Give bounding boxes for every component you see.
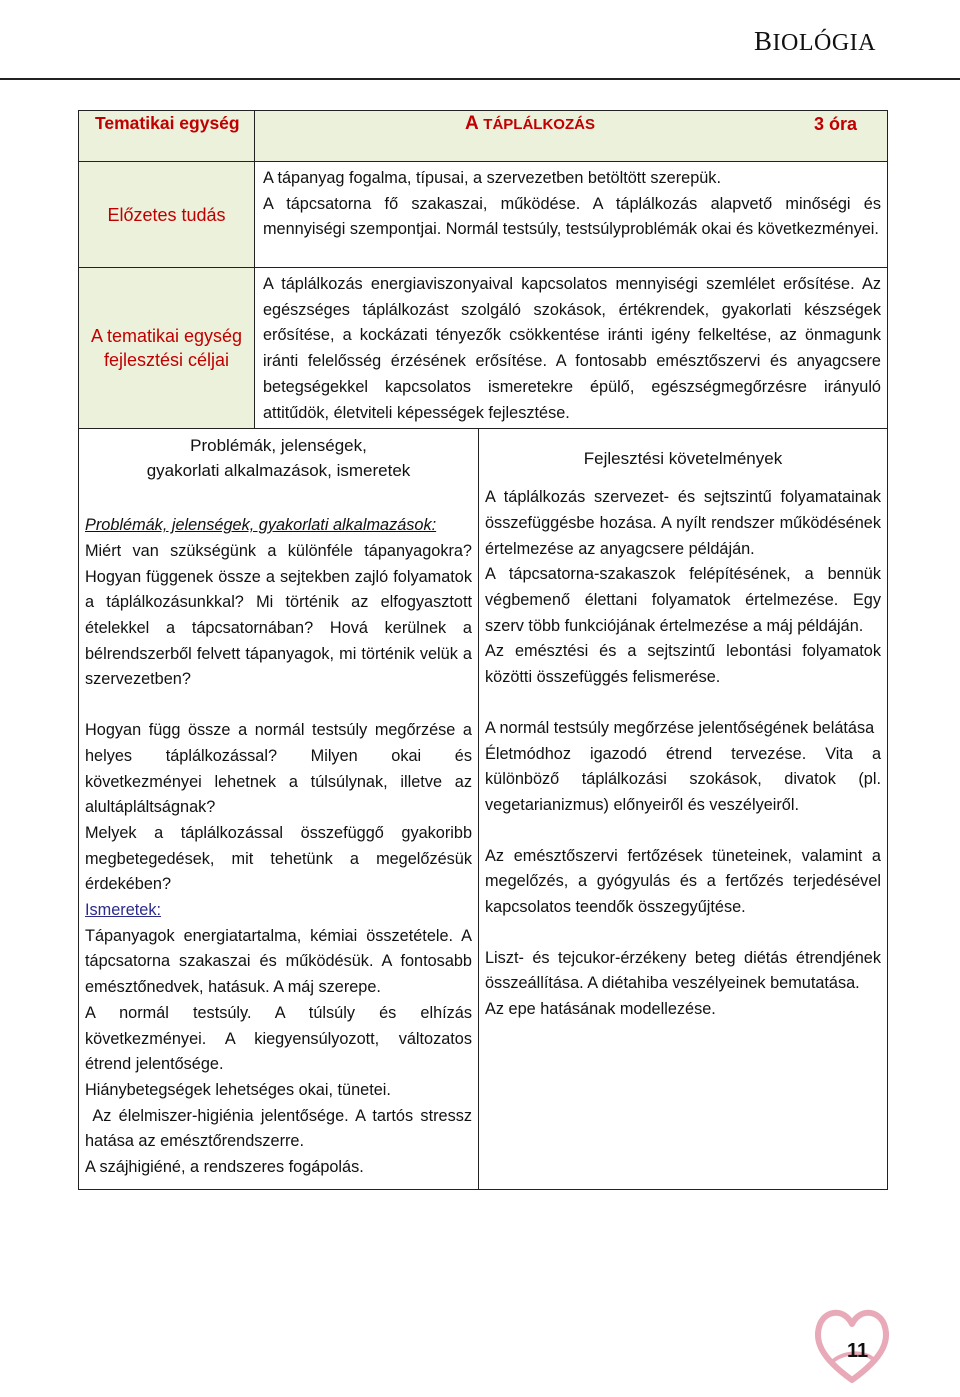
requirement-line: A tápcsatorna-szakaszok felépítésének, a bennük végbemenő élettani folyamatok értelmezése. Egy szerv több funkciójának értelmezése a máj példáján. [485,565,881,635]
right-column [479,489,888,1189]
requirement-line: Liszt- és tejcukor-érzékeny beteg diétás étrendjének összeállítása. A diétahiba veszélyeinek bemutatása. [485,948,881,993]
knowledge-line: Hiánybetegségek lehetséges okai, tünetei. [85,1080,391,1099]
problems-block: Miért van szükségünk a különféle tápanyagokra? Hogyan függenek össze a sejtekben zajló folyamatok a táplálkozásunkkal? Mi történik az elfogyasztott ételekkel a tápcsatornában? Hová kerülnek a bélrendszerből felvett tápanyagok, mi történik velük a szervezetben? [85,541,472,689]
requirement-line: Életmódhoz igazodó étrend tervezése. Vita a különböző táplálkozási szokások, divatok (pl. vegetarianizmus) előnyeiről és veszélyeiről. [485,744,881,814]
knowledge-line: Tápanyagok energiatartalma, kémiai összetétele. A tápcsatorna szakaszai és működésük. A fontosabb emésztőnedvek, hatásuk. A máj szerepe. [85,926,472,997]
column-header-row [79,429,888,490]
header-title-rest: IOLÓGIA [772,30,876,56]
left-column-header-line: Problémák, jelenségek, [190,436,367,456]
page-header-title [754,26,876,57]
topic-title [255,111,595,138]
problems-label [85,513,472,539]
requirement-line: Az epe hatásának modellezése. [485,1000,716,1019]
requirement-line: A táplálkozás szervezet- és sejtszintű folyamatainak összefüggésbe hozása. A nyílt rendszer működésének értelmezése az anyagcsere példáján. [485,488,881,558]
curriculum-table [78,110,888,1190]
prior-knowledge-label: Előzetes tudás [79,162,255,268]
goals-row [79,268,888,429]
knowledge-label-text: Ismeretek: [85,901,162,920]
requirement-line: Az emésztőszervi fertőzések tüneteinek, valamint a megelőzés, a gyógyulás és a fertőzés terjedésével kapcsolatos teendők összegyűjtése. [485,846,881,917]
left-column-header-line: gyakorlati alkalmazások, ismeretek [146,461,411,481]
goals-content [255,268,888,429]
prior-knowledge-row [79,162,888,268]
knowledge-line: A normál testsúly. A túlsúly és elhízás következményei. A kiegyensúlyozott, változatos étrend jelentősége. [85,1003,472,1074]
topic-title-first: A [465,113,484,134]
header-title-initial: B [754,26,773,56]
spacer [485,819,881,844]
knowledge-label [85,898,472,924]
problems-line: Melyek a táplálkozással összefüggő gyakoribb megbetegedések, mit tehetünk a megelőzésük érdekében? [85,823,472,894]
knowledge-line: A szájhigiéné, a rendszeres fogápolás. [85,1158,364,1177]
page-number: 11 [847,1340,869,1362]
spacer [485,691,881,716]
problems-label-text: Problémák, jelenségek, gyakorlati alkalmazások: [85,516,437,535]
spacer [485,921,881,946]
left-column [79,489,479,1189]
prior-knowledge-line: A tápcsatorna fő szakaszai, működése. A táplálkozás alapvető minőségi és mennyiségi szempontjai. Normál testsúly, testsúlyproblémák okai és következményei. [263,194,881,239]
hours-label: 3 óra [813,113,857,134]
content-row [79,489,888,1189]
prior-knowledge-content [255,162,888,268]
problems-line: Hogyan függ össze a normál testsúly megőrzése a helyes táplálkozással? Milyen okai és következményei lehetnek a túlsúlynak, illetve az alultápláltságnak? [85,721,472,817]
topic-cell [255,111,888,162]
knowledge-line: Az élelmiszer-higiénia jelentősége. A tartós stressz hatása az emésztőrendszerre. [85,1106,477,1151]
goals-text: A táplálkozás energiaviszonyaival kapcsolatos mennyiségi szemlélet erősítése. Az egészséges táplálkozást szolgáló szokások, értékrendek, gyakorlati készségek erősítése, a kockázati tényezők csökkentése iránti igény felkeltése, az önmagunk iránti felelősség érzésének erősítése. A fontosabb emésztőszervi és anyagcsere betegségekkel kapcsolatos ismeretekre épülő, egészségmegőrzésre irányuló attitűdök, életviteli képességek fejlesztése. [263,275,881,422]
thematic-unit-label: Tematikai egység [79,111,255,162]
spacer [85,693,472,718]
goals-label [79,268,255,429]
topic-title-rest: TÁPLÁLKOZÁS [483,116,595,133]
goals-label-line: fejlesztési céljai [103,350,230,371]
left-column-header [79,429,479,490]
prior-knowledge-line: A tápanyag fogalma, típusai, a szervezetben betöltött szerepük. [263,169,721,187]
header-rule [0,78,960,80]
goals-label-line: A tematikai egység [90,326,243,347]
requirement-line: Az emésztési és a sejtszintű lebontási folyamatok közötti összefüggés felismerése. [485,642,881,687]
right-column-header: Fejlesztési követelmények [479,429,888,490]
title-row [79,111,888,162]
requirement-line: A normál testsúly megőrzése jelentőségének belátása [485,718,875,737]
